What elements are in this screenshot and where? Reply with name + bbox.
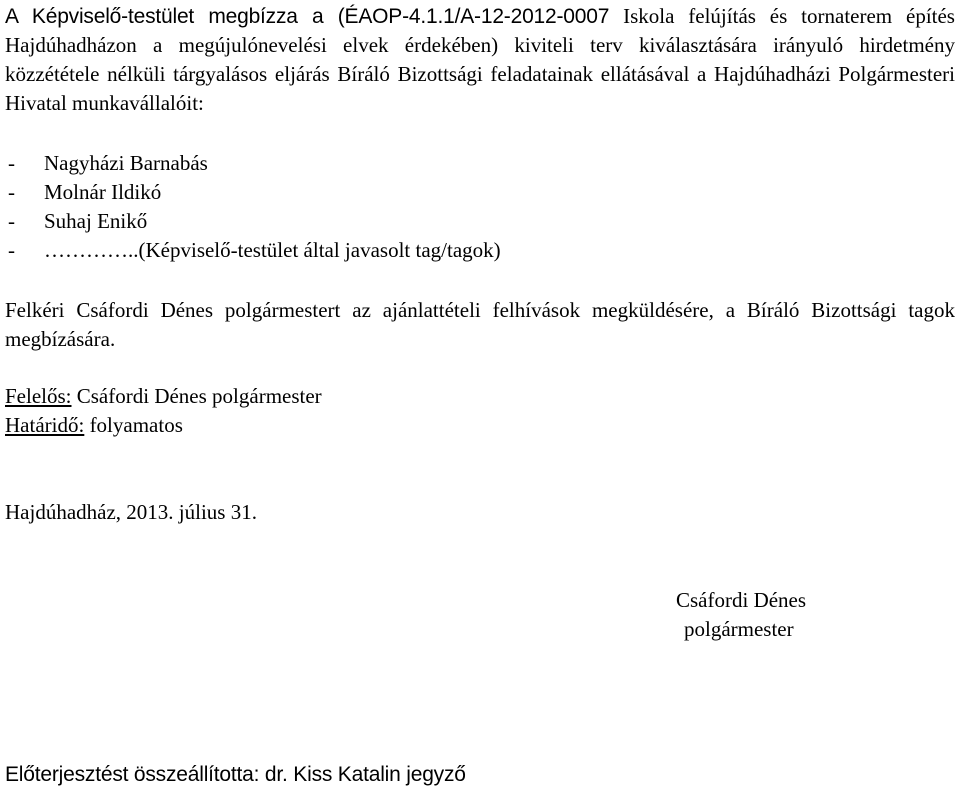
list-item [5,149,501,178]
list-dash: - [8,180,15,204]
signatory-name: Csáfordi Dénes [676,588,807,612]
list-dash: - [8,209,15,233]
responsible-value: Csáfordi Dénes polgármester [71,384,322,408]
resolution-paragraph [5,2,955,118]
resolution-lead-text: A Képviselő-testület megbízza a (ÉAOP-4.1.1/A-12-2012-0007 [5,5,610,28]
signatory-title: polgármester [684,617,794,641]
list-dash: - [8,238,15,262]
responsibility-block [5,382,322,440]
deadline-label: Határidő: [5,413,85,437]
member-name: Nagyházi Barnabás [44,151,208,175]
list-dash: - [8,151,15,175]
responsible-label: Felelős: [5,384,72,408]
signature-block [676,586,806,644]
request-paragraph: Felkéri Csáfordi Dénes polgármestert az ajánlattételi felhívások megküldésére, a Bíráló Bizottsági tagok megbízására. [5,298,955,351]
responsible-line [5,382,322,411]
list-item [5,207,501,236]
deadline-line [5,411,322,440]
deadline-value: folyamatos [84,413,183,437]
list-item [5,236,501,265]
place-date: Hajdúhadház, 2013. július 31. [5,500,257,524]
committee-member-list [5,149,501,265]
list-item [5,178,501,207]
member-name: Molnár Ildikó [44,180,162,204]
document-page [5,2,955,786]
resolution-body-text: Iskola felújítás és tornaterem építés Hajdúhadházon a megújulónevelési elvek érdekében) kiviteli terv kiválasztására irányuló hirdetmény közzététele nélküli tárgyalásos eljárás Bíráló Bizottsági feladatainak ellátásával a Hajdúhadházi Polgármesteri Hivatal munkavállalóit: [5,4,955,115]
member-name: Suhaj Enikő [44,209,148,233]
prepared-by: Előterjesztést összeállította: dr. Kiss Katalin jegyző [5,763,466,786]
member-name: …………..(Képviselő-testület által javasolt tag/tagok) [44,238,501,262]
